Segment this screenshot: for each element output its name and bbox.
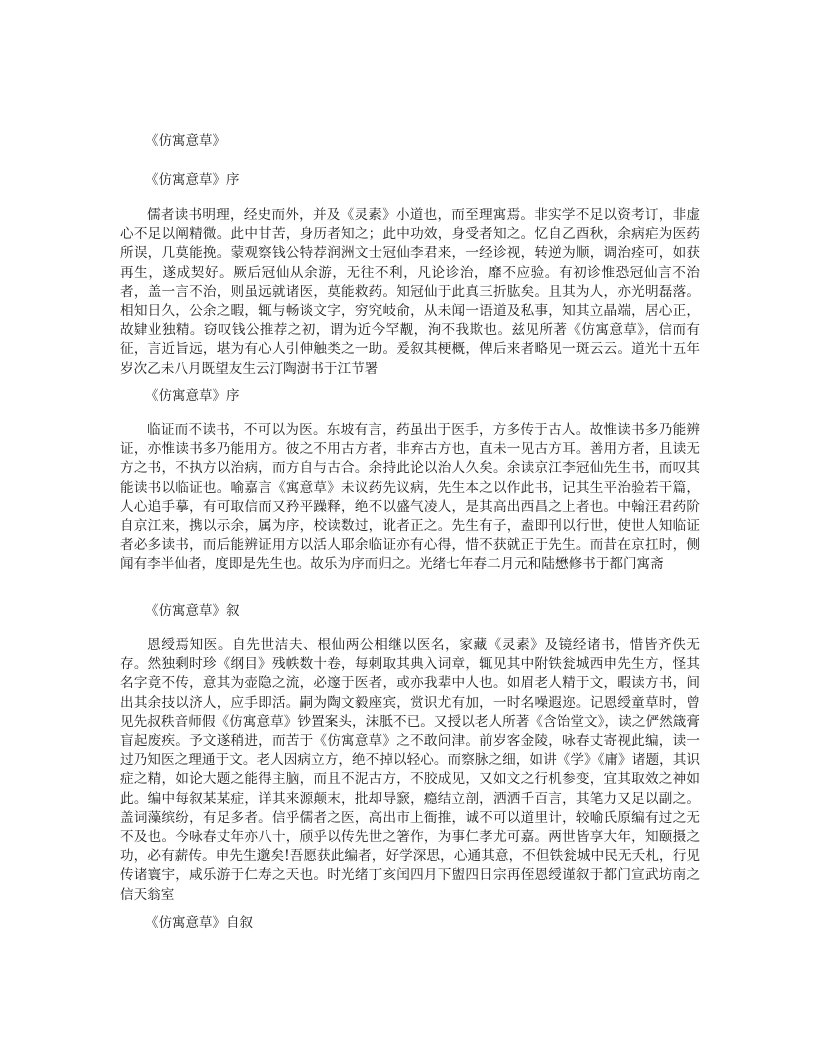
section-body-preface-2: 临证而不读书，不可以为医。东坡有言，药虽出于医手，方多传于古人。故惟读书多乃能辨证，亦惟读书多乃能用方。彼之不用古方者，非弃古方也，直未一见古方耳。善用方者，且读无方之书，不执方以治病，而方自与古合。余持此论以治人久矣。余读京江李冠仙先生书，而叹其能读书以临证也。喻嘉言《寓意草》未议药先议病，先生本之以作此书，记其生平治验若干篇，人心追手摹，有可取信而又矜平躁释，绝不以盛气凌人，是其高出西昌之上者也。中翰汪君药阶自京江来，携以示余，属为序，校读数过，讹者正之。先生有子，盍即刊以行世，使世人知临证者必多读书，而后能辨证用方以活人耶余临证亦有心得，惜不获就正于先生。而昔在京扛时，侧闻有李半仙者，度即是先生也。故乐为序而归之。光绪七年春二月元和陆懋修书于都门寓斋 (120, 422, 700, 573)
section-body-narration: 恩绶焉知医。自先世洁夫、根仙两公相继以医名，家藏《灵素》及镜经诸书，惜皆齐佚无存。然独剩时珍《纲目》残帙数十卷，每刺取其典入词章，辄见其中附铁瓮城西申先生方，怪其名字竟不传，意其为壶隐之流，必邃于医者，或亦我辈中人也。如眉老人精于文，暇读方书，间出其余技以济人，应手即活。嗣为陶文毅座宾，赏识尤有加，一时名噪遐迩。记恩绶童草时，曾见先叔秩音师假《仿寓意草》钞置案头，沫胝不已。又授以老人所著《含饴堂文》，读之俨然箴膏盲起废疾。予文遂稍进，而苦于《仿寓意草》之不敢问津。前岁客金陵，咏春丈寄视此编，读一过乃知医之理通于文。老人因病立方，绝不掉以轻心。而察脉之细，如讲《学》《庸》诸题，其识症之精，如论大题之能得主脑，而且不泥古方，不胶成见，又如文之行机参变，宜其取效之神如此。编中每叙某某症，详其来源颠末，批却导窾，瘾结立剖，洒洒千百言，其笔力又足以副之。盖词藻缤纷，有足多者。信乎儒者之医，高出市上衙推，诚不可以道里计，较喻氏原编有过之无不及也。今咏春丈年亦八十，颀乎以传先世之箸作，为事仁孝尤可嘉。两世皆享大年，知颐摄之功，必有薪传。申先生邈矣!吾愿获此编者，好学深思，心通其意，不但铁瓮城中民无夭札，行见传诸寰宇，咸乐游于仁寿之天也。时光绪丁亥闰四月下盥四日宗再侄恩绶谨叙于都门宣武坊南之信天翁室 (120, 637, 700, 903)
document-title: 《仿寓意草》 (145, 133, 226, 149)
section-heading-preface-1: 《仿寓意草》序 (145, 172, 240, 188)
section-heading-preface-2: 《仿寓意草》序 (145, 388, 240, 404)
section-heading-narration: 《仿寓意草》叙 (145, 603, 240, 619)
section-body-preface-1: 儒者读书明理，经史而外，并及《灵素》小道也，而至理寓焉。非实学不足以资考订，非虚心不足以阐精微。此中甘苦，身历者知之；此中功效，身受者知之。忆自乙酉秋，余病疟为医药所误，几莫能挽。蒙观察钱公特荐润洲文士冠仙李君来，一经诊视，转逆为顺，调治痊可，如获再生，遂成契好。厥后冠仙从余游，无往不利，凡论诊治，靡不应验。有初诊惟恐冠仙言不治者，盖一言不治，则虽远就诸医，莫能救药。知冠仙于此真三折肱矣。且其为人，亦光明磊落。相知日久，公余之暇，辄与畅谈文字，穷究岐俞，从未闻一语道及私事，知其立晶端，居心正，故肄业独精。窃叹钱公推荐之初，谓为近今罕觏，洵不我欺也。兹见所著《仿寓意草》，信而有征，言近旨远，堪为有心人引伸触类之一助。爰叙其梗概，俾后来者略见一斑云云。道光十五年岁次乙未八月既望友生云汀陶澍书于江节署 (120, 207, 700, 377)
section-heading-self-narration: 《仿寓意草》自叙 (145, 915, 253, 931)
